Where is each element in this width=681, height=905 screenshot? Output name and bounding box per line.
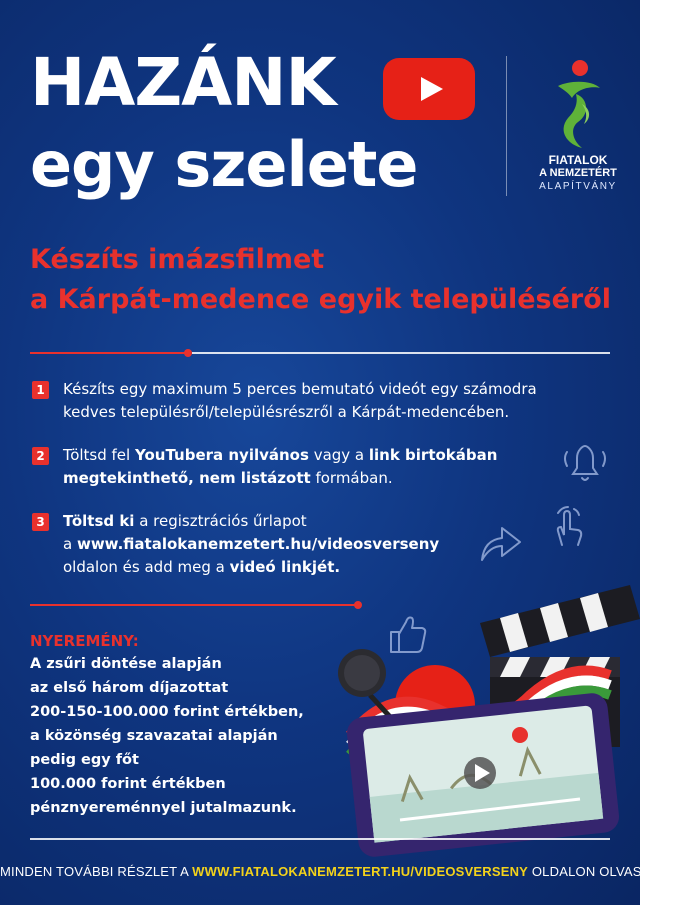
step-2: 2 Töltsd fel YouTubera nyilvános vagy a link birtokában megtekinthető, nem listázott formában.	[30, 444, 590, 490]
poster-title	[30, 44, 418, 201]
step-1: 1 Készíts egy maximum 5 perces bemutató videót egy számodra kedves településről/településrészről a Kárpát-medencében.	[30, 378, 590, 424]
step-number-badge: 1	[32, 381, 49, 399]
youtube-logo-icon	[383, 58, 475, 120]
prize-line: 200-150-100.000 forint értékben,	[30, 704, 304, 720]
divider-top	[30, 352, 610, 354]
logo-line-2: A NEMZETÉRT	[539, 167, 617, 179]
step-number-badge: 3	[32, 513, 49, 531]
logo-line-1: FIATALOK	[548, 153, 608, 167]
play-icon	[464, 757, 496, 789]
prize-line: pénznyereménnyel jutalmazunk.	[30, 800, 297, 816]
step-3: 3 Töltsd ki a regisztrációs űrlapot a www.fiatalokanemzetert.hu/videosverseny oldalon és add meg a videó linkjét.	[30, 510, 590, 579]
step-number-badge: 2	[32, 447, 49, 465]
video-illustration	[330, 585, 640, 855]
steps-list	[30, 378, 590, 599]
title-line-2: egy szelete	[30, 128, 418, 201]
title-line-1: HAZÁNK	[30, 44, 336, 121]
prize-section	[30, 630, 360, 820]
footer-note: MINDEN TOVÁBBI RÉSZLET A WWW.FIATALOKANEMZETERT.HU/VIDEOSVERSENY OLDALON OLVASHATÓ.	[0, 864, 681, 879]
footer-link[interactable]: WWW.FIATALOKANEMZETERT.HU/VIDEOSVERSENY	[192, 864, 529, 879]
subtitle-line-1: Készíts imázsfilmet	[30, 244, 325, 275]
logo-line-3: ALAPÍTVÁNY	[539, 181, 617, 192]
foundation-logo	[528, 58, 628, 208]
prize-line: 100.000 forint értékben	[30, 776, 226, 792]
prize-title: NYEREMÉNY:	[30, 632, 139, 650]
header-divider	[506, 56, 507, 196]
subtitle-line-2: a Kárpát-medence egyik településéről	[30, 284, 612, 315]
divider-bottom	[30, 838, 610, 840]
prize-line: A zsűri döntése alapján	[30, 656, 222, 672]
prize-line: a közönség szavazatai alapján	[30, 728, 278, 744]
foundation-logo-icon	[548, 58, 608, 150]
share-arrow-icon	[478, 522, 524, 564]
subtitle	[30, 240, 611, 320]
prize-line: pedig egy főt	[30, 752, 139, 768]
divider-middle	[30, 604, 360, 606]
bell-icon	[555, 438, 615, 488]
tap-hand-icon	[548, 505, 588, 551]
registration-link[interactable]: www.fiatalokanemzetert.hu/videosverseny	[76, 535, 440, 553]
prize-line: az első három díjazottat	[30, 680, 229, 696]
